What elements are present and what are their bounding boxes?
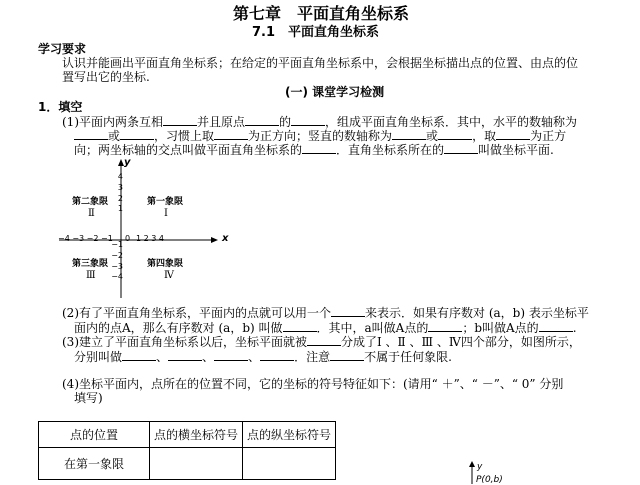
blank[interactable] [330, 349, 364, 361]
quadrant-2-label: 第二象限 [72, 197, 109, 207]
coordinate-diagram [55, 158, 225, 306]
quadrant-2-numeral: Ⅱ [88, 208, 95, 219]
x-axis-label: x [222, 233, 229, 244]
table-cell: 在第一象限 [39, 448, 150, 480]
blank[interactable] [392, 128, 426, 140]
blank[interactable] [307, 334, 341, 346]
blank[interactable] [291, 114, 325, 126]
blank[interactable] [168, 349, 202, 361]
table-header: 点的横坐标符号 [150, 422, 243, 448]
partial-y-label: y [477, 462, 483, 472]
q1-2-line-1: (2)有了平面直角坐标系，平面内的点就可以用一个 来表示．如果有序数对 (a，b) 表示坐标平 [62, 306, 589, 320]
question-1-heading: 1．填空 [38, 100, 83, 114]
q1-1-line-1: (1)平面内两条互相 并且原点 的 ，组成平面直角坐标系．其中，水平的数轴称为 [62, 115, 578, 129]
x-ticks-positive: 1 2 3 4 [136, 234, 164, 243]
q1-1-line-3: 向；两坐标轴的交点叫做平面直角坐标系的 ．直角坐标系所在的 叫做坐标平面. [74, 143, 554, 157]
blank[interactable] [283, 320, 317, 332]
requirements-line-2: 置写出它的坐标. [62, 70, 150, 84]
y-axis-label: y [124, 157, 131, 168]
section-title: 7.1 平面直角坐标系 [252, 25, 380, 40]
table-header: 点的位置 [39, 422, 150, 448]
quadrant-1-numeral: Ⅰ [164, 208, 168, 219]
chapter-title: 第七章 平面直角坐标系 [233, 4, 410, 23]
q1-3-line-1: (3)建立了平面直角坐标系以后，坐标平面就被 分成了Ⅰ 、Ⅱ 、Ⅲ 、Ⅳ四个部分，如图所示， [62, 335, 581, 349]
table-row [39, 448, 336, 480]
blank[interactable] [245, 114, 279, 126]
table-header-row [39, 422, 336, 448]
quadrant-4-label: 第四象限 [147, 259, 184, 269]
quadrant-4-numeral: Ⅳ [164, 270, 174, 281]
blank[interactable] [260, 349, 294, 361]
x-ticks-negative: −4 −3 −2 −1 [58, 234, 113, 243]
q1-1-line-2: 或 ，习惯上取 为正方向；竖直的数轴称为 或 ，取 为正方 [74, 128, 566, 143]
blank[interactable] [74, 128, 108, 140]
x-axis-arrow [211, 237, 218, 243]
q1-2-line-2: 面内的点A，那么有序数对 (a，b) 叫做 ．其中，a叫做A点的 ；b叫做A点的 . [74, 321, 577, 335]
blank[interactable] [120, 128, 154, 140]
requirements-heading: 学习要求 [38, 42, 87, 56]
table-cell-input[interactable] [150, 448, 243, 480]
point-p-label: P(0,b) [476, 475, 503, 485]
blank[interactable] [214, 128, 248, 140]
partial-y-arrow [469, 461, 475, 467]
blank[interactable] [122, 349, 156, 361]
blank[interactable] [331, 305, 365, 317]
y-ticks-negative: −1 −2 −3 −4 [111, 240, 123, 282]
blank[interactable] [438, 128, 472, 140]
blank[interactable] [428, 320, 462, 332]
blank[interactable] [539, 320, 573, 332]
quadrant-3-numeral: Ⅲ [86, 270, 96, 281]
quadrant-3-label: 第三象限 [72, 259, 109, 269]
table-cell-input[interactable] [243, 448, 336, 480]
blank[interactable] [163, 114, 197, 126]
blank[interactable] [214, 349, 248, 361]
q1-4-line-2: 填写) [74, 391, 103, 405]
blank[interactable] [302, 142, 336, 154]
quadrant-1-label: 第一象限 [147, 197, 184, 207]
q1-3-line-2: 分别叫做 、 、 、 ．注意 不属于任何象限. [74, 350, 452, 364]
y-ticks-positive: 4 3 2 1 [117, 172, 123, 214]
blank[interactable] [496, 128, 530, 140]
q1-4-line-1: (4)坐标平面内，点所在的位置不同，它的坐标的符号特征如下：(请用“ ＋”、“ －”、“ 0” 分别 [62, 377, 564, 391]
table-header: 点的纵坐标符号 [243, 422, 336, 448]
part-heading: (一) 课堂学习检测 [285, 85, 385, 99]
requirements-line-1: 认识并能画出平面直角坐标系；在给定的平面直角坐标系中，会根据坐标描出点的位置、由点的位 [62, 56, 579, 70]
sign-table [38, 421, 336, 480]
blank[interactable] [444, 142, 478, 154]
origin-label: 0 [125, 234, 131, 243]
